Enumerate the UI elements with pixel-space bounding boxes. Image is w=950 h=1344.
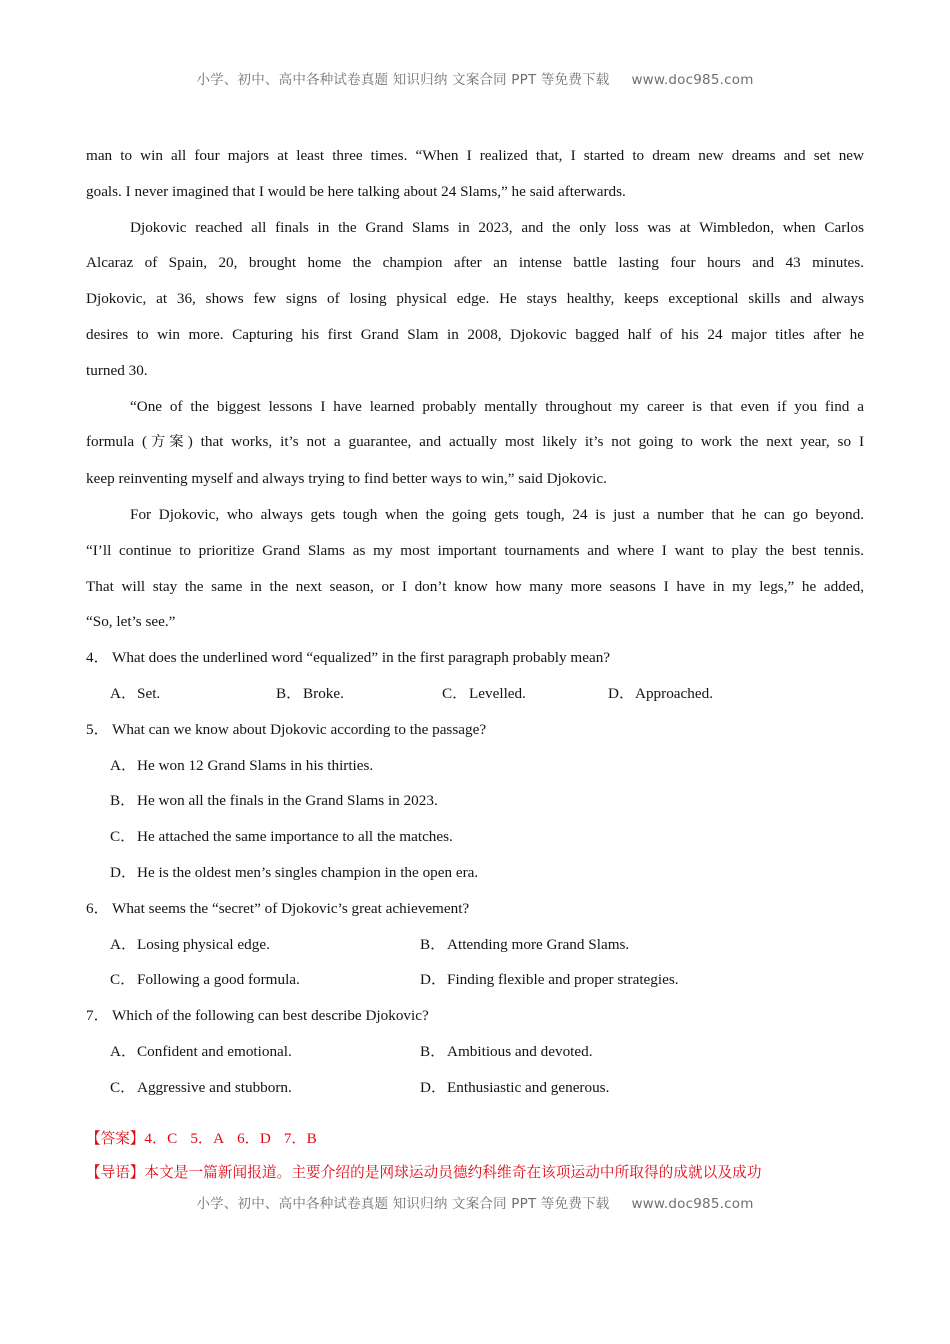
question-number: 7． [86,1007,109,1025]
passage-line: goals. I never imagined that I would be here talking about 24 Slams,” he said afterwards. [86,182,626,200]
option-text: Ambitious and devoted. [447,1042,593,1060]
question-stem [86,998,864,1034]
option-row [86,1034,864,1070]
question-block [86,712,864,891]
option-letter: C． [110,1078,136,1096]
answer-option[interactable] [442,676,608,712]
option-row [86,927,864,963]
question-block [86,998,864,1105]
footer-watermark [0,1192,950,1212]
question-stem [86,712,864,748]
question-number: 5． [86,720,109,738]
option-row [86,962,864,998]
passage-line: Alcaraz of Spain, 20, brought home the champion after an intense battle lasting four hours and 43 minutes. [86,254,864,272]
answer-item: 6．D [237,1130,271,1147]
passage-line: desires to win more. Capturing his first Grand Slam in 2008, Djokovic bagged half of his 24 major titles after he [86,325,864,343]
passage-paragraph [86,210,864,389]
option-letter: D． [420,1078,447,1096]
question-block [86,891,864,998]
analysis-text: 本文是一篇新闻报道。主要介绍的是网球运动员德约科维奇在该项运动中所取得的成就以及成功 [144,1164,762,1181]
question-stem [86,640,864,676]
cjk-gloss: 方案 [147,434,188,451]
option-letter: B． [420,935,446,953]
passage [86,138,864,640]
question-list [86,640,864,1105]
option-text: He won all the finals in the Grand Slams in 2023. [137,792,438,810]
option-row [86,676,864,712]
option-row [86,748,864,784]
option-row [86,783,864,819]
option-letter: A． [110,935,137,953]
answer-option[interactable] [110,676,276,712]
answer-line [86,1123,330,1154]
option-letter: C． [110,971,136,989]
passage-paragraph [86,497,864,640]
option-row [86,1070,864,1106]
question-stem [86,891,864,927]
question-stem-text: Which of the following can best describe Djokovic? [112,1007,429,1025]
answer-option[interactable] [420,927,629,963]
option-letter: A． [110,1042,137,1060]
passage-line: “One of the biggest lessons I have learned probably mentally throughout my career is that even if you find a [130,397,864,415]
passage-line: “I’ll continue to prioritize Grand Slams as my most important tournaments and where I want to play the best tennis. [86,541,864,559]
option-letter: D． [420,971,447,989]
option-letter: D． [110,863,137,881]
option-letter: A． [110,756,137,774]
answer-option[interactable] [110,783,438,819]
option-letter: B． [110,792,136,810]
answer-option[interactable] [110,819,453,855]
watermark-url: www.doc985.com [631,1196,754,1212]
option-text: Enthusiastic and generous. [447,1078,610,1096]
question-stem-text: What can we know about Djokovic according to the passage? [112,720,487,738]
question-stem-text: What seems the “secret” of Djokovic’s great achievement? [112,899,470,917]
option-text: Approached. [635,684,714,702]
answer-option[interactable] [420,1034,593,1070]
option-text: Following a good formula. [137,971,300,989]
question-number: 6． [86,899,109,917]
answer-option[interactable] [110,748,373,784]
answer-tag: 【答案】 [86,1130,145,1147]
passage-line: turned 30. [86,361,148,379]
option-text: Finding flexible and proper strategies. [447,971,679,989]
option-text: Aggressive and stubborn. [137,1078,292,1096]
answer-option[interactable] [608,676,713,712]
answer-option[interactable] [420,962,679,998]
option-text: Broke. [303,684,344,702]
option-text: He won 12 Grand Slams in his thirties. [137,756,374,774]
option-text: Attending more Grand Slams. [447,935,630,953]
option-text: He attached the same importance to all the matches. [137,828,453,846]
answer-option[interactable] [110,962,420,998]
option-text: He is the oldest men’s singles champion in the open era. [137,863,479,881]
passage-line: “So, let’s see.” [86,613,176,631]
passage-line: For Djokovic, who always gets tough when the going gets tough, 24 is just a number that he can go beyond. [130,505,864,523]
analysis-line [86,1157,762,1188]
passage-line: Djokovic reached all finals in the Grand Slams in 2023, and the only loss was at Wimbledon, when Carlos [130,218,864,236]
option-text: Confident and emotional. [137,1042,292,1060]
option-letter: A． [110,684,137,702]
watermark-cn-text: 小学、初中、高中各种试卷真题 知识归纳 文案合同 PPT 等免费下载 [196,1196,610,1212]
passage-paragraph [86,389,864,497]
answer-items [144,1130,329,1147]
answer-option[interactable] [110,1034,420,1070]
watermark-cn-text: 小学、初中、高中各种试卷真题 知识归纳 文案合同 PPT 等免费下载 [196,72,610,88]
option-letter: C． [110,828,136,846]
option-letter: B． [276,684,302,702]
answer-option[interactable] [110,927,420,963]
analysis-tag: 【导语】 [86,1164,145,1181]
option-letter: B． [420,1042,446,1060]
answer-item: 4．C [144,1130,178,1147]
answer-item: 7．B [283,1130,317,1147]
option-letter: C． [442,684,468,702]
option-text: Levelled. [469,684,526,702]
passage-line: keep reinventing myself and always trying to find better ways to win,” said Djokovic. [86,470,607,488]
question-stem-text: What does the underlined word “equalized” in the first paragraph probably mean? [112,649,611,667]
answer-option[interactable] [276,676,442,712]
question-number: 4． [86,649,109,667]
passage-paragraph [86,138,864,210]
answer-option[interactable] [110,855,478,891]
answer-option[interactable] [420,1070,609,1106]
passage-line: Djokovic, at 36, shows few signs of losing physical edge. He stays healthy, keeps exceptional skills and always [86,290,864,308]
option-text: Losing physical edge. [137,935,270,953]
option-text: Set. [137,684,161,702]
option-letter: D． [608,684,635,702]
question-block [86,640,864,712]
passage-line: man to win all four majors at least three times. “When I realized that, I started to dream new dreams and set new [86,147,864,164]
passage-line: That will stay the same in the next season, or I don’t know how many more seasons I have in my legs,” he added, [86,577,864,595]
option-row [86,819,864,855]
watermark-url: www.doc985.com [631,72,754,88]
passage-line: formula (方案) that works, it’s not a guarantee, and actually most likely it’s not going to work the next year, so I [86,433,864,451]
header-watermark [0,68,950,88]
answer-item: 5．A [190,1130,225,1147]
option-row [86,855,864,891]
document-body [86,138,864,1106]
answer-option[interactable] [110,1070,420,1106]
